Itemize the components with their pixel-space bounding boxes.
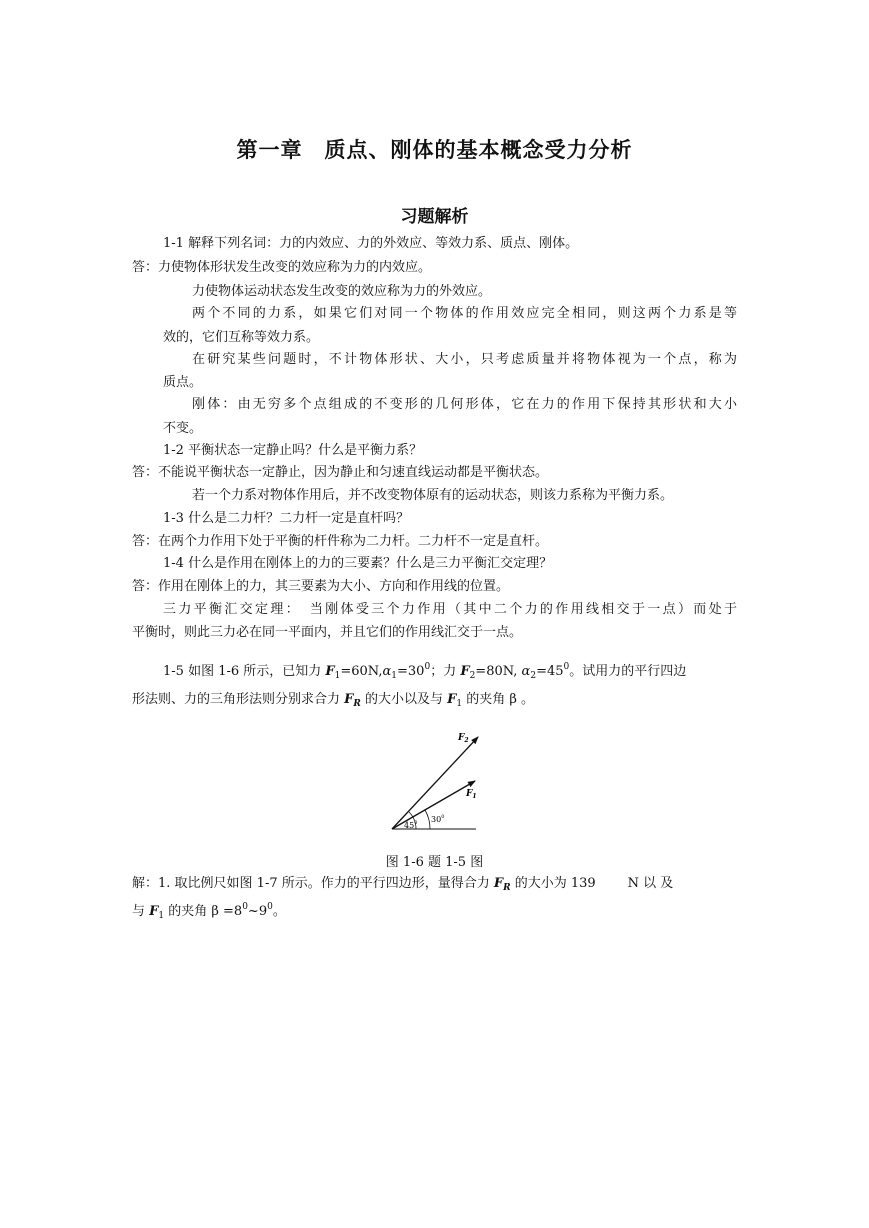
question-1-3: 1-3 什么是二力杆？二力杆一定是直杆吗？ [163,511,410,526]
svg-text:300: $30^0$ [431,814,445,824]
svg-text:F1: $F_1$ [466,789,477,800]
question-1-2: 1-2 平衡状态一定静止吗？什么是平衡力系？ [163,443,423,458]
answer-1-1-line6: 质点。 [163,375,203,390]
label-45: 45 [404,821,415,830]
question-1-4: 1-4 什么是作用在刚体上的力的三要素？什么是三力平衡汇交定理？ [163,556,553,571]
answer-1-1-line5: 在研究某些问题时，不计物体形状、大小，只考虑质量并将物体视为一个点，称为 [192,352,737,367]
force-F1-symbol: F [325,664,335,679]
force-diagram-figure [380,725,490,835]
solution-line2: 与 $F_1$ 的夹角 $\beta =8^0\sim 9^0$。 [132,902,286,921]
answer-1-3-line1: 答：在两个力作用下处于平衡的杆件称为二力杆。二力杆不一定是直杆。 [132,534,549,549]
section-title: 习题解析 [400,207,469,227]
answer-1-1-line7: 刚体：由无穷多个点组成的不变形的几何形体，它在力的作用下保持其形状和大小 [192,397,737,412]
answer-1-1-line8: 不变。 [163,421,203,436]
question-1-1: 1-1 解释下列名词：力的内效应、力的外效应、等效力系、质点、刚体。 [163,236,579,251]
angle-30-arc [425,810,430,829]
alpha2-symbol: α [521,664,531,679]
question-1-5-line1: 1-5 如图 1-6 所示，已知力 $F_1=60N,\alpha_1=30^0$；力 $F_2=80N$, $\alpha_2=45^0$。试用力的平行四边 [163,662,687,681]
chapter-title: 第一章 质点、刚体的基本概念受力分析 [236,138,633,162]
label-30: 30 [431,815,442,824]
answer-1-1-line3: 两个不同的力系，如果它们对同一个物体的作用效应完全相同，则这两个力系是等 [192,306,737,321]
answer-1-4-line1: 答：作用在刚体上的力，其三要素为大小、方向和作用线的位置。 [132,579,510,594]
force-F2-symbol: F [460,664,470,679]
question-1-5-line2: 形法则、力的三角形法则分别求合力 $F_R$ 的大小以及与 $F_1$ 的夹角 β 。 [132,692,535,709]
answer-1-1-line2: 力使物体运动状态发生改变的效应称为力的外效应。 [192,284,492,299]
svg-text:F2: $F_2$ [458,733,469,744]
solution-line1: 解：1. 取比例尺如图 1-7 所示。作力的平行四边形，量得合力 $F_R$ 的大小为 139 N 以 及 [132,876,674,893]
svg-text:450: $45^0$ [404,820,418,830]
figure-caption: 图 1-6 题 1-5 图 [385,855,484,870]
answer-1-1-line1: 答：力使物体形状发生改变的效应称为力的内效应。 [132,260,432,275]
answer-1-2-line2: 若一个力系对物体作用后，并不改变物体原有的运动状态，则该力系称为平衡力系。 [192,488,674,503]
alpha1-symbol: α [382,664,392,679]
answer-1-4-line3: 平衡时，则此三力必在同一平面内，并且它们的作用线汇交于一点。 [132,625,523,640]
answer-1-4-line2: 三力平衡汇交定理： 当刚体受三个力作用（其中二个力的作用线相交于一点）而处于 [163,602,737,617]
answer-1-2-line1: 答：不能说平衡状态一定静止，因为静止和匀速直线运动都是平衡状态。 [132,465,549,480]
label-F2: F [458,733,465,743]
force-FR-symbol: F [344,692,354,707]
label-F1: F [466,789,473,799]
answer-1-1-line4: 效的，它们互称等效力系。 [163,330,320,345]
